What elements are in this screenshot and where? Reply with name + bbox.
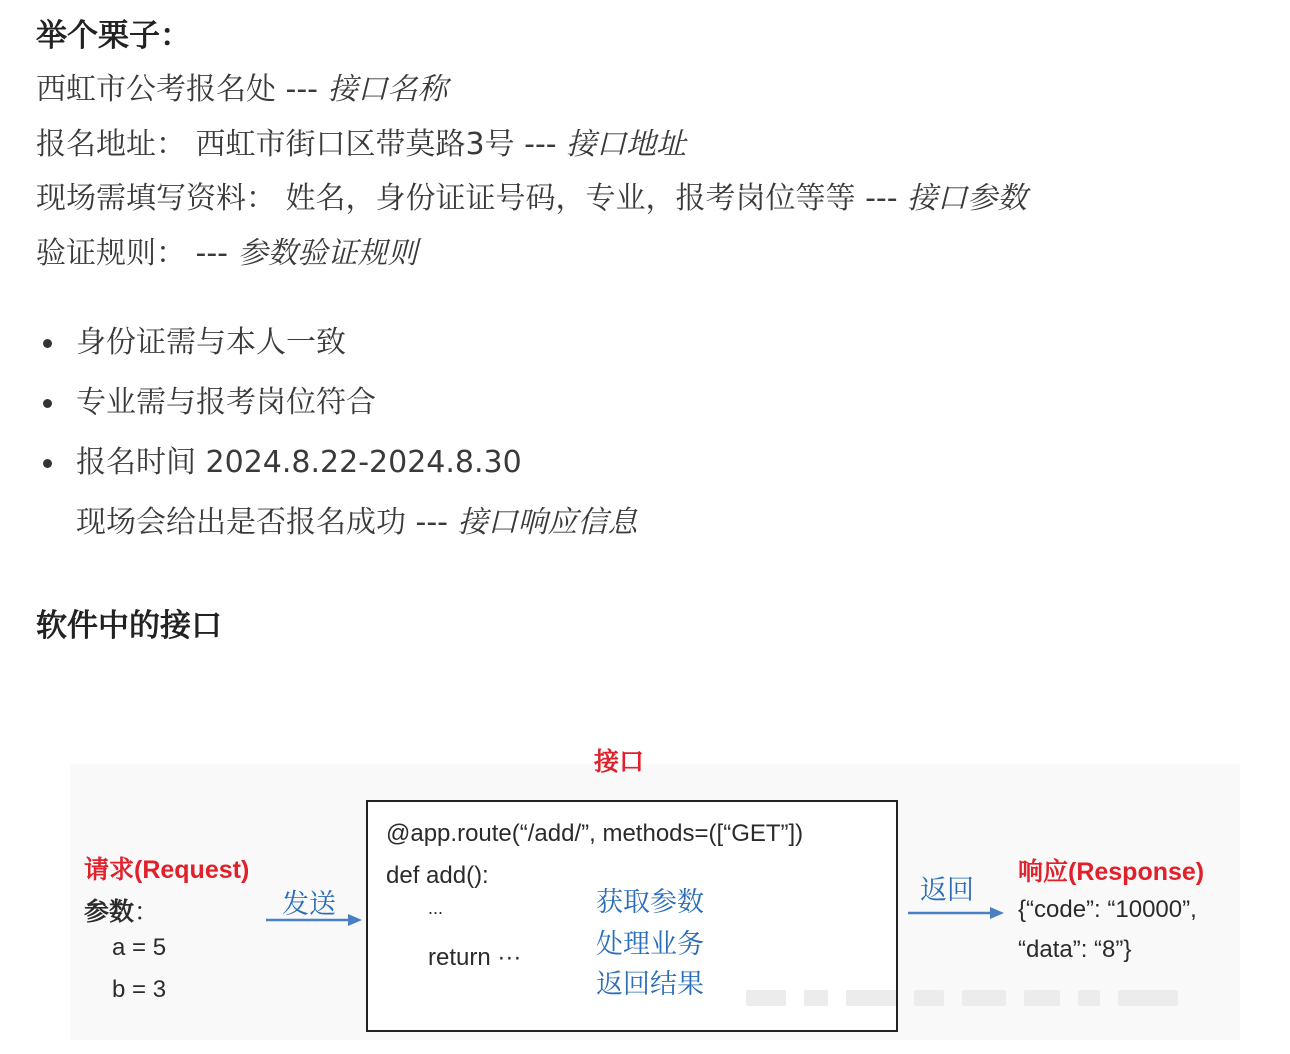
list-item-text: 专业需与报考岗位符合 <box>76 385 376 420</box>
example-heading: 举个栗子： <box>36 18 191 54</box>
example-line-text: 验证规则： --- <box>36 236 238 271</box>
example-line-emph: 接口名称 <box>327 72 448 107</box>
example-line-text: 现场需填写资料： 姓名，身份证证号码，专业，报考岗位等等 --- <box>36 181 908 216</box>
code-line-return: return ··· <box>428 944 522 971</box>
interface-diagram <box>56 730 1246 1050</box>
watermark <box>746 988 1246 1008</box>
params-label <box>84 892 159 928</box>
code-line-ellipsis: ... <box>428 898 444 918</box>
list-item-text: 报名时间 2024.8.22-2024.8.30 <box>76 445 522 480</box>
bullet-icon <box>43 399 52 408</box>
example-line-address <box>36 119 686 163</box>
interface-label: 接口 <box>594 748 645 776</box>
list-item <box>36 438 522 498</box>
example-line-emph: 参数验证规则 <box>237 236 418 271</box>
response-info-emph: 接口响应信息 <box>457 505 638 540</box>
code-line-route: @app.route(“/add/”, methods=([“GET”]) <box>386 820 804 847</box>
code-line-def: def add(): <box>386 862 489 889</box>
param-a: a = 5 <box>112 934 167 961</box>
section-heading: 软件中的接口 <box>36 608 222 644</box>
bullet-icon <box>43 459 52 468</box>
bullet-icon <box>43 339 52 348</box>
example-line-name <box>36 64 448 108</box>
step-process: 处理业务 <box>596 929 704 959</box>
rules-list <box>36 318 522 498</box>
example-line-params <box>36 173 1027 217</box>
example-line-text: 西虹市公考报名处 --- <box>36 72 328 107</box>
response-info-text: 现场会给出是否报名成功 --- <box>76 505 458 540</box>
request-label: 请求(Request) <box>84 856 250 884</box>
params-label-text: 参数 <box>84 898 135 926</box>
send-arrow-icon <box>264 912 364 928</box>
response-label: 响应(Response) <box>1018 858 1205 886</box>
send-label: 发送 <box>282 889 336 919</box>
list-item-text: 身份证需与本人一致 <box>76 325 346 360</box>
response-line-data: “data”: “8”} <box>1018 936 1132 963</box>
example-line-rules <box>36 228 418 272</box>
list-item <box>36 378 522 438</box>
example-line-emph: 接口地址 <box>566 127 687 162</box>
example-line-emph: 接口参数 <box>907 181 1028 216</box>
return-arrow-icon <box>906 905 1006 921</box>
params-label-colon: ： <box>134 898 160 926</box>
list-item <box>36 318 522 378</box>
step-return-result: 返回结果 <box>596 969 704 999</box>
param-b: b = 3 <box>112 976 167 1003</box>
response-line-code: {“code”: “10000”, <box>1018 896 1197 923</box>
response-info-line <box>76 498 638 548</box>
return-label: 返回 <box>920 875 974 905</box>
step-get-params: 获取参数 <box>596 887 704 917</box>
example-line-text: 报名地址： 西虹市街口区带莫路3号 --- <box>36 127 567 162</box>
